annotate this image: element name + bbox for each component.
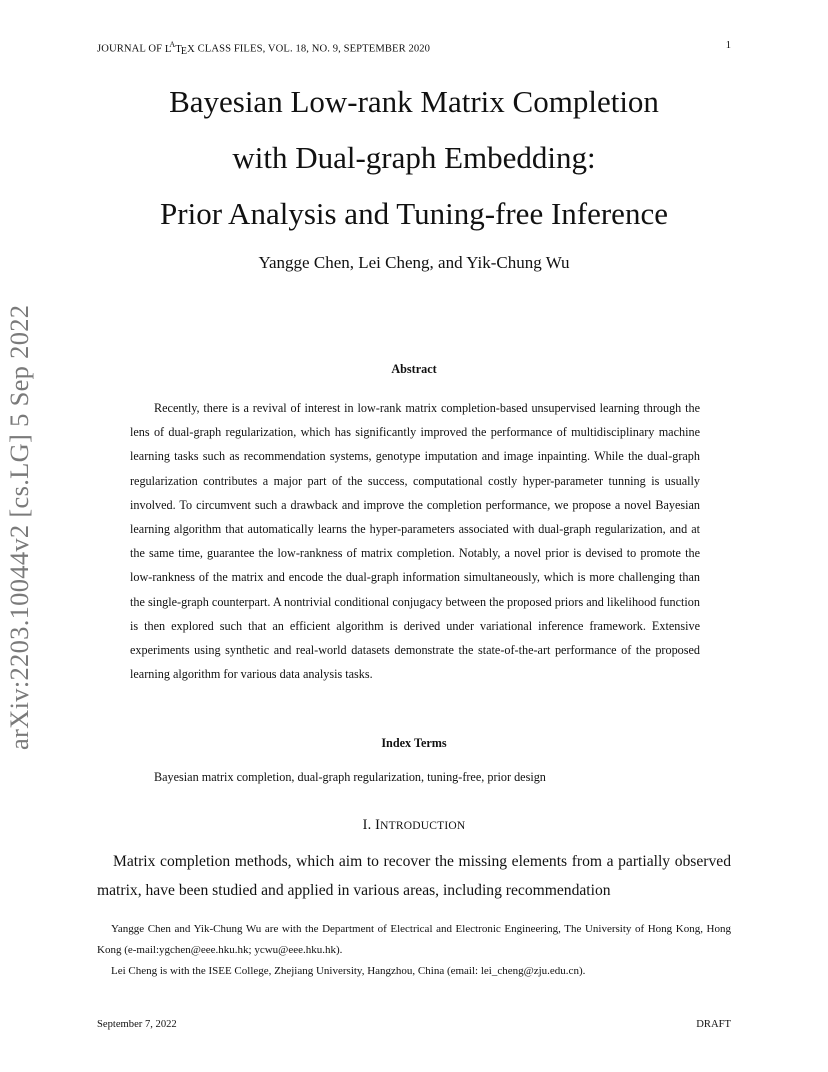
latex-logo: $L^AT_EX$ (164, 40, 195, 57)
index-terms-heading: Index Terms (381, 736, 447, 750)
arxiv-stamp: arXiv:2203.10044v2 [cs.LG] 5 Sep 2022 (4, 304, 34, 750)
author-list: Yangge Chen, Lei Cheng, and Yik-Chung Wu (258, 253, 570, 272)
footnote-affiliation-1: Yangge Chen and Yik-Chung Wu are with the Department of Electrical and Electronic Engineering, The University of Hong Kong, Hong Kong (e-mail:ygchen@eee.hku.hk; ycwu@eee.hku.hk). (97, 923, 731, 956)
running-header (97, 40, 430, 57)
journal-prefix: JOURNAL OF (97, 43, 163, 55)
introduction-numeral: I. I (362, 817, 381, 833)
introduction-heading (0, 817, 828, 834)
abstract-text: Recently, there is a revival of interest in low-rank matrix completion-based unsupervised learning through the lens of dual-graph regularization, which has significantly improved the performance of multidisciplinary machine learning tasks such as recommendation systems, genotype imputation and image inpainting. While the dual-graph regularization contributes a major part of the success, computational costly hyper-parameter tunning is usually involved. To circumvent such a drawback and improve the completion performance, we propose a novel Bayesian learning algorithm that automatically learns the hyper-parameters associated with dual-graph regularization, and at the same time, guarantee the low-rankness of matrix completion. Notably, a novel prior is devised to promote the low-rankness of the matrix and encode the dual-graph information simultaneously, which is more challenging than the single-graph counterpart. A nontrivial conditional conjugacy between the proposed priors and likelihood function is then explored such that an efficient algorithm is derived under variational inference framework. Extensive experiments using synthetic and real-world datasets demonstrate the state-of-the-art performance of the proposed learning algorithm for various data analysis tasks. (130, 401, 700, 682)
introduction-heading-rest: NTRODUCTION (380, 820, 466, 832)
index-terms-text: Bayesian matrix completion, dual-graph regularization, tuning-free, prior design (154, 770, 546, 784)
introduction-text: Matrix completion methods, which aim to recover the missing elements from a partially observed matrix, have been studied and applied in various areas, including recommendation (97, 853, 731, 899)
title-line-3: Prior Analysis and Tuning-free Inference (160, 196, 668, 231)
title-line-1: Bayesian Low-rank Matrix Completion (169, 84, 659, 119)
paper-title (0, 74, 828, 242)
abstract-heading: Abstract (391, 362, 437, 376)
footer-status: DRAFT (696, 1019, 731, 1030)
footnote-affiliation-2: Lei Cheng is with the ISEE College, Zhejiang University, Hangzhou, China (email: lei_cheng@zju.edu.cn). (111, 965, 586, 977)
footer-date: September 7, 2022 (97, 1019, 177, 1030)
journal-suffix: CLASS FILES, VOL. 18, NO. 9, SEPTEMBER 2020 (197, 43, 431, 55)
page-number: 1 (725, 40, 731, 51)
title-line-2: with Dual-graph Embedding: (232, 140, 596, 175)
